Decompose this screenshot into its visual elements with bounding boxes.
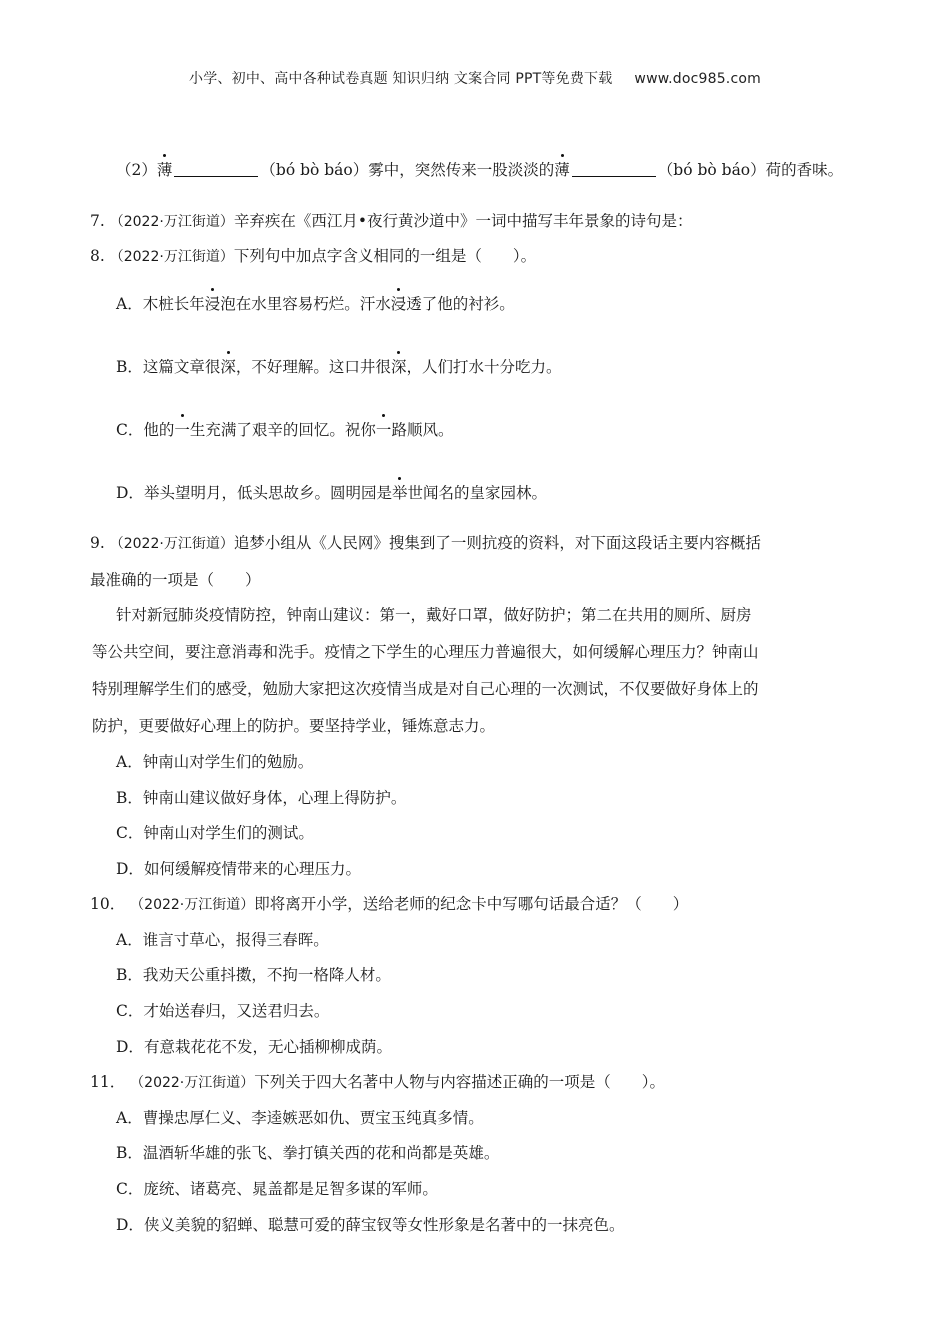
q9-passage-line: 针对新冠肺炎疫情防控，钟南山建议：第一，戴好口罩，做好防护；第二在共用的厕所、厨房 <box>116 606 752 624</box>
question-7: 7. （2022·万江街道）辛弃疾在《西江月•夜行黄沙道中》一词中描写丰年景象的诗句是： <box>90 212 693 230</box>
dotted-char: 薄 <box>157 158 173 180</box>
q8-option-a[interactable]: A．木桩长年浸泡在水里容易朽烂。汗水浸透了他的衬衫。 <box>116 292 515 314</box>
q9-passage-line: 特别理解学生们的感受，勉励大家把这次疫情当成是对自己心理的一次测试，不仅要做好身体上的 <box>92 680 759 698</box>
q10-option-c[interactable]: C．才始送春归，又送君归去。 <box>116 1002 330 1020</box>
question-11: 11． （2022·万江街道）下列关于四大名著中人物与内容描述正确的一项是（ ）。 <box>90 1073 666 1091</box>
q9-passage-line: 防护，更要做好心理上的防护。要坚持学业，锤炼意志力。 <box>92 717 496 735</box>
q9-passage-line: 等公共空间，要注意消毒和洗手。疫情之下学生的心理压力普遍很大，如何缓解心理压力？钟南山 <box>92 643 759 661</box>
q11-option-a[interactable]: A．曹操忠厚仁义、李逵嫉恶如仇、贾宝玉纯真多情。 <box>116 1109 484 1127</box>
q11-option-c[interactable]: C．庞统、诸葛亮、晁盖都是足智多谋的军师。 <box>116 1180 438 1198</box>
header-text: 小学、初中、高中各种试卷真题 知识归纳 文案合同 PPT等免费下载 <box>189 71 613 87</box>
question-8: 8. （2022·万江街道）下列句中加点字含义相同的一组是（ ）。 <box>90 247 537 265</box>
dotted-char: 薄 <box>554 158 570 180</box>
q10-option-b[interactable]: B．我劝天公重抖擞，不拘一格降人材。 <box>116 966 391 984</box>
q9-option-b[interactable]: B．钟南山建议做好身体，心理上得防护。 <box>116 789 407 807</box>
q8-option-d[interactable]: D．举头望明月，低头思故乡。圆明园是举世闻名的皇家园林。 <box>116 481 547 503</box>
question-9: 9. （2022·万江街道）追梦小组从《人民网》搜集到了一则抗疫的资料，对下面这段话主要内容概括 <box>90 534 761 552</box>
question-10: 10． （2022·万江街道）即将离开小学，送给老师的纪念卡中写哪句话最合适？（ ） <box>90 895 689 913</box>
q10-option-d[interactable]: D．有意栽花花不发，无心插柳柳成荫。 <box>116 1038 392 1056</box>
q9-option-a[interactable]: A．钟南山对学生们的勉励。 <box>116 753 314 771</box>
header-url[interactable]: www.doc985.com <box>634 71 761 87</box>
q9-option-d[interactable]: D．如何缓解疫情带来的心理压力。 <box>116 860 361 878</box>
q8-option-c[interactable]: C．他的一生充满了艰辛的回忆。祝你一路顺风。 <box>116 418 453 440</box>
q11-option-b[interactable]: B．温酒斩华雄的张飞、拳打镇关西的花和尚都是英雄。 <box>116 1144 500 1162</box>
page-header <box>0 68 950 88</box>
q9-option-c[interactable]: C．钟南山对学生们的测试。 <box>116 824 314 842</box>
answer-blank-2[interactable] <box>572 162 656 177</box>
q8-option-b[interactable]: B．这篇文章很深，不好理解。这口井很深，人们打水十分吃力。 <box>116 355 561 377</box>
q11-option-d[interactable]: D．侠义美貌的貂蝉、聪慧可爱的薛宝钗等女性形象是名著中的一抹亮色。 <box>116 1216 625 1234</box>
answer-blank-1[interactable] <box>174 162 258 177</box>
q10-option-a[interactable]: A．谁言寸草心，报得三春晖。 <box>116 931 329 949</box>
q6-part2: （2）薄 （bó bò báo）雾中，突然传来一股淡淡的薄 （bó bò báo）荷的香味。 <box>116 158 843 180</box>
question-9-cont: 最准确的一项是（ ） <box>90 571 261 589</box>
